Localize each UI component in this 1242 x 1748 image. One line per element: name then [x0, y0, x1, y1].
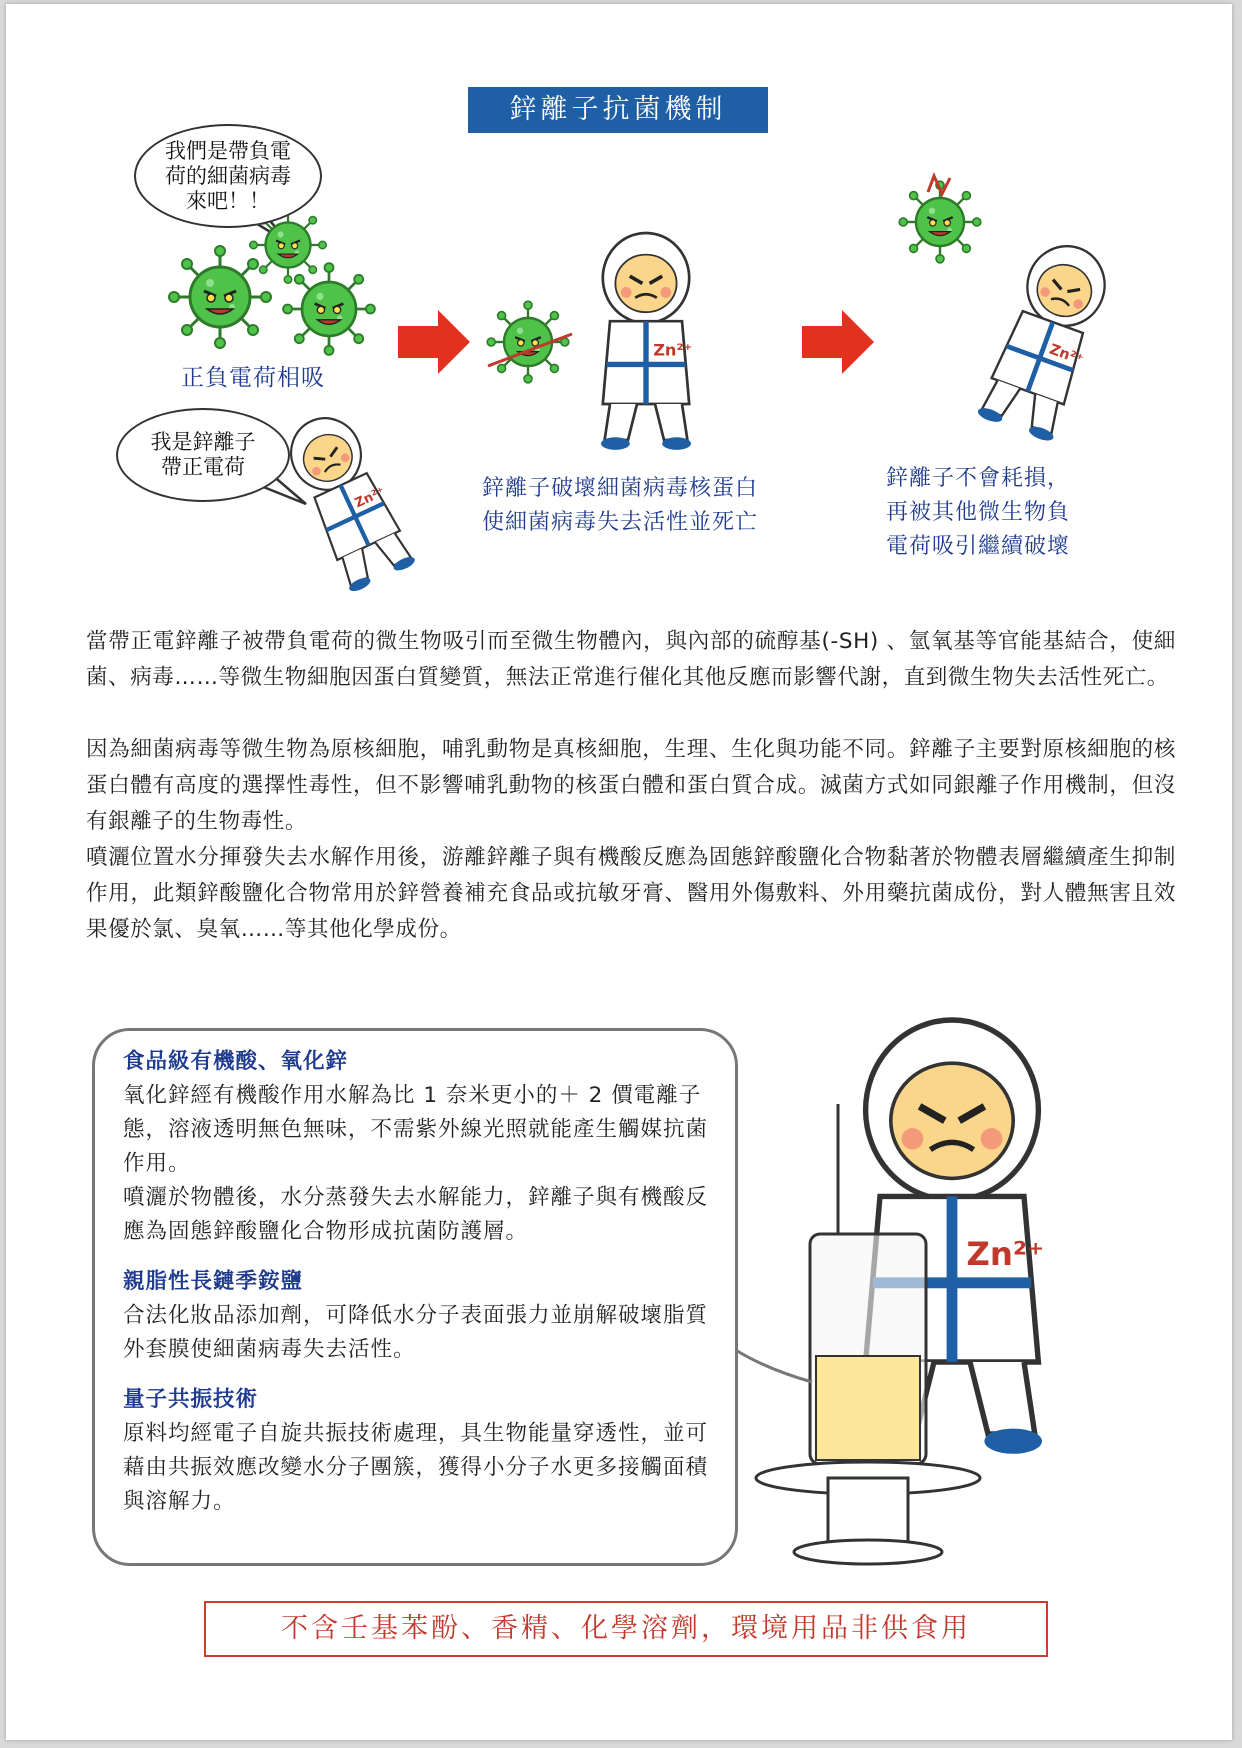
section-text-quantum-resonance: 原料均經電子自旋共振技術處理，具生物能量穿透性，並可藉由共振效應改變水分子團簇，獲得小分子水更多接觸面積與溶解力。 — [123, 1421, 709, 1514]
bacteria-speech-text: 我們是帶負電 荷的細菌病毒 來吧！！ — [165, 138, 291, 213]
warning-notice: 不含壬基苯酚、香精、化學溶劑，環境用品非供食用 — [204, 1601, 1048, 1657]
caption-destroy: 鋅離子破壞細菌病毒核蛋白 使細菌病毒失去活性並死亡 — [482, 476, 759, 535]
paragraph-selectivity: 因為細菌病毒等微生物為原核細胞，哺乳動物是真核細胞，生理、生化與功能不同。鋅離子主要對原核細胞的核蛋白體有高度的選擇性毒性，但不影響哺乳動物的核蛋白體和蛋白質合成。滅菌方式如同銀離子作用機制，但沒有銀離子的生物毒性。 — [86, 737, 1176, 834]
page — [6, 4, 1232, 1740]
caption-persist: 鋅離子不會耗損， 再被其他微生物負 電荷吸引繼續破壞 — [886, 466, 1071, 559]
page-title: 鋅離子抗菌機制 — [468, 87, 768, 133]
zinc-speech-bubble — [116, 408, 290, 502]
section-heading-quaternary-ammonium: 親脂性長鏈季銨鹽 — [123, 1269, 304, 1294]
caption-attract: 正負電荷相吸 — [181, 365, 325, 391]
section-heading-zinc-oxide: 食品級有機酸、氧化鋅 — [123, 1049, 349, 1074]
ingredients-info-box — [92, 1028, 738, 1566]
section-text-zinc-oxide-spray: 噴灑於物體後，水分蒸發失去水解能力，鋅離子與有機酸反應為固態鋅酸鹽化合物形成抗菌防護層。 — [123, 1185, 709, 1244]
section-heading-quantum-resonance: 量子共振技術 — [123, 1387, 259, 1412]
illustration-layer: Zn²⁺ — [6, 4, 1232, 1740]
paragraph-residual: 噴灑位置水分揮發失去水解作用後，游離鋅離子與有機酸反應為固態鋅酸鹽化合物黏著於物體表層繼續產生抑制作用，此類鋅酸鹽化合物常用於鋅營養補充食品或抗敏牙膏、醫用外傷敷料、外用藥抗菌成份，對人體無害且效果優於氯、臭氧……等其他化學成份。 — [86, 845, 1176, 942]
zinc-speech-text: 我是鋅離子 帶正電荷 — [150, 430, 256, 479]
paragraph-mechanism: 當帶正電鋅離子被帶負電荷的微生物吸引而至微生物體內，與內部的硫醇基(-SH) 、氫氧基等官能基結合，使細菌、病毒……等微生物細胞因蛋白質變質，無法正常進行催化其他反應而影響代謝，直到微生物失去活性死亡。 — [86, 629, 1176, 690]
bacteria-speech-bubble — [134, 124, 322, 228]
section-text-quaternary-ammonium: 合法化妝品添加劑，可降低水分子表面張力並崩解破壞脂質外套膜使細菌病毒失去活性。 — [123, 1303, 709, 1362]
section-text-zinc-oxide: 氧化鋅經有機酸作用水解為比 1 奈米更小的＋ 2 價電離子態，溶液透明無色無味，不需紫外線光照就能產生觸媒抗菌作用。 — [123, 1083, 709, 1176]
